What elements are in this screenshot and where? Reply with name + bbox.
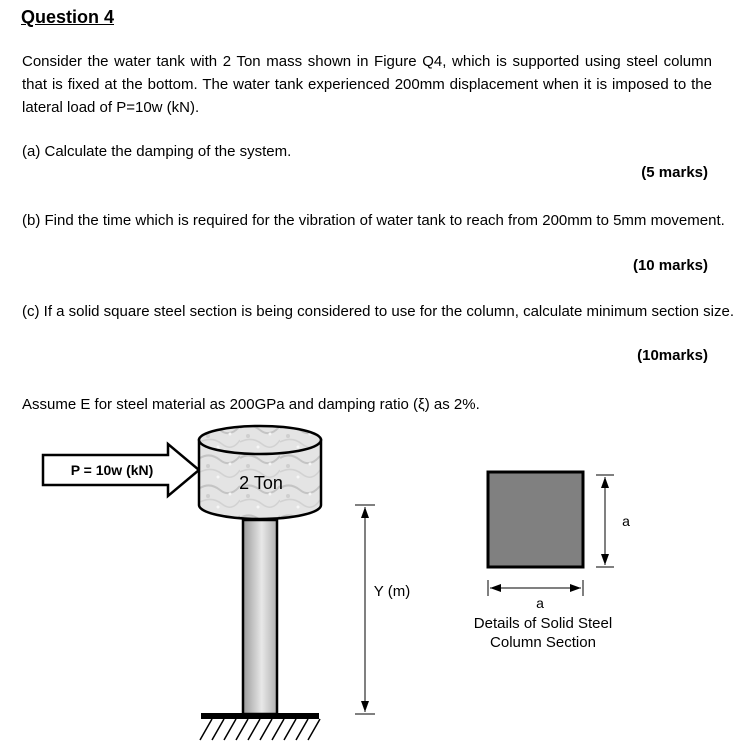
steel-column — [243, 520, 277, 714]
fixed-support — [200, 713, 320, 740]
intro-paragraph: Consider the water tank with 2 Ton mass shown in Figure Q4, which is supported using steel column that is fixed at the bottom. The water tank experienced 200mm displacement when it is imposed to the lateral load of P=10w (kN). — [22, 53, 712, 116]
part-c-marks: (10marks) — [637, 347, 708, 364]
height-label: Y (m) — [373, 583, 411, 600]
section-side-label: a — [622, 513, 630, 529]
assumption-text: Assume E for steel material as 200GPa and damping ratio (ξ) as 2%. — [22, 396, 480, 413]
column-cross-section — [488, 472, 583, 567]
section-width-label: a — [536, 595, 544, 611]
load-label: P = 10w (kN) — [70, 462, 154, 478]
section-width-dimension — [488, 580, 583, 596]
section-caption-line1: Details of Solid Steel — [473, 615, 613, 632]
section-side-dimension — [596, 475, 614, 567]
question-heading: Question 4 — [21, 7, 115, 27]
tank-label: 2 Ton — [239, 473, 283, 493]
part-b-marks: (10 marks) — [632, 257, 708, 274]
part-a-marks: (5 marks) — [641, 164, 708, 181]
part-a-text: (a) Calculate the damping of the system. — [22, 143, 292, 160]
section-caption-line2: Column Section — [490, 634, 596, 651]
part-b-text: (b) Find the time which is required for the vibration of water tank to reach from 200mm to 5mm movement. — [22, 212, 725, 229]
part-c-text: (c) If a solid square steel section is being considered to use for the column, calculate minimum section size. — [22, 303, 735, 320]
height-dimension — [355, 505, 375, 714]
